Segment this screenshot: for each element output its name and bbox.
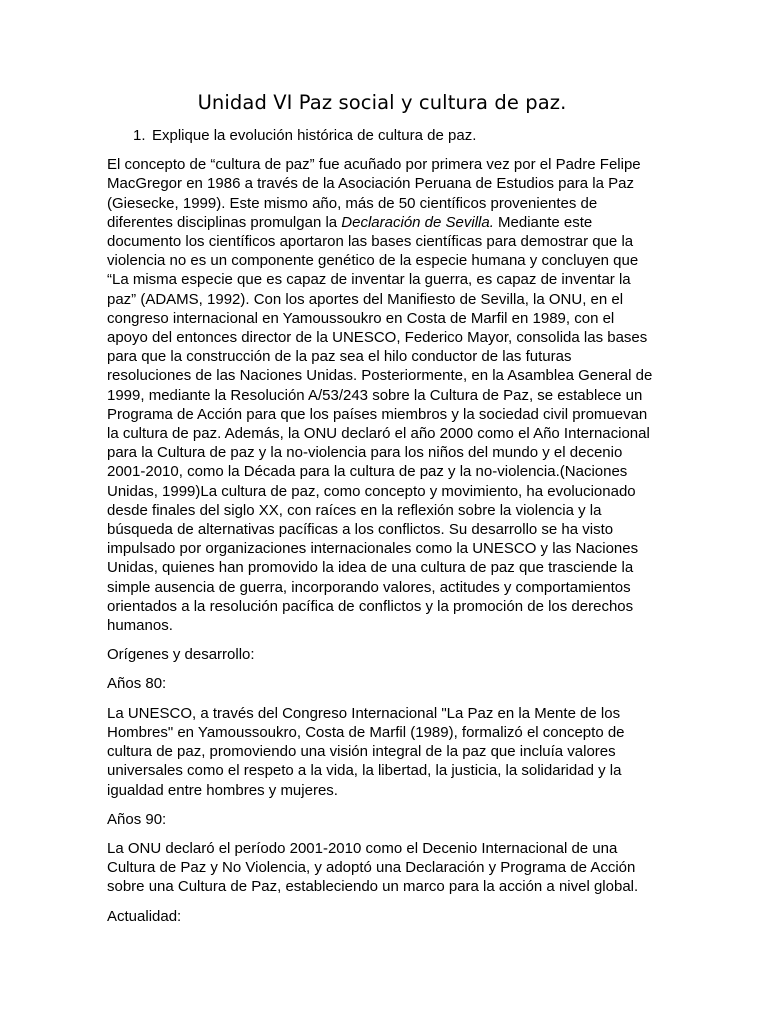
document-page (107, 90, 657, 936)
section-body-90s: La ONU declaró el período 2001-2010 como el Decenio Internacional de una Cultura de Paz y No Violencia, y adoptó una Declaración y Programa de Acción sobre una Cultura de Paz, estableciendo un marco para la acción a nivel global. (107, 839, 639, 896)
section-heading-90s: Años 90: (107, 810, 167, 828)
question-text: Explique la evolución histórica de cultura de paz. (152, 127, 477, 144)
intro-text-part1: El concepto de “cultura de paz” fue acuñado por primera vez por el Padre Felipe MacGregor en 1986 a través de la Asociación Peruana de Estudios para la Paz (Giesecke, 1999). Este mismo año, más de 50 científicos provenientes de diferentes disciplinas promulgan la (107, 156, 641, 231)
intro-italic-title: Declaración de Sevilla. (341, 213, 494, 231)
intro-paragraph (107, 155, 657, 635)
question-number: 1. (133, 127, 146, 144)
current-heading: Actualidad: (107, 907, 182, 925)
section-body-80s: La UNESCO, a través del Congreso Internacional "La Paz en la Mente de los Hombres" en Yamoussoukro, Costa de Marfil (1989), formalizó el concepto de cultura de paz, promoviendo una visión integral de la paz que incluía valores universales como el respeto a la vida, la libertad, la justicia, la solidaridad y la igualdad entre hombres y mujeres. (107, 704, 625, 799)
question-item (107, 126, 657, 145)
document-title: Unidad VI Paz social y cultura de paz. (197, 91, 567, 114)
section-heading-80s: Años 80: (107, 675, 167, 693)
intro-text-part2: Mediante este documento los científicos aportaron las bases científicas para demostrar que la violencia no es un componente genético de la especie humana y concluyen que “La misma especie que es capaz de inventar la guerra, es capaz de inventar la paz” (ADAMS, 1992). Con los aportes del Manifiesto de Sevilla, la ONU, en el congreso internacional en Yamoussoukro en Costa de Marfil en 1989, con el apoyo del entonces director de la UNESCO, Federico Mayor, consolida las bases para que la construcción de la paz sea el hilo conductor de las futuras resoluciones de las Naciones Unidas. Posteriormente, en la Asamblea General de 1999, mediante la Resolución A/53/243 sobre la Cultura de Paz, se establece un Programa de Acción para que los países miembros y la sociedad civil promuevan la cultura de paz. Además, la ONU declaró el año 2000 como el Año Internacional para la Cultura de paz y la no-violencia para los niños del mundo y el decenio 2001-2010, como la Década para la cultura de paz y la no-violencia.(Naciones Unidas, 1999)La cultura de paz, como concepto y movimiento, ha evolucionado desde finales del siglo XX, con raíces en la reflexión sobre la violencia y la búsqueda de alternativas pacíficas a los conflictos. Su desarrollo se ha visto impulsado por organizaciones internacionales como la UNESCO y las Naciones Unidas, quienes han promovido la idea de una cultura de paz que trasciende la simple ausencia de guerra, incorporando valores, actitudes y comportamientos orientados a la resolución pacífica de conflictos y la promoción de los derechos humanos. (107, 213, 653, 635)
question-list (107, 126, 657, 145)
origins-heading: Orígenes y desarrollo: (107, 646, 255, 664)
